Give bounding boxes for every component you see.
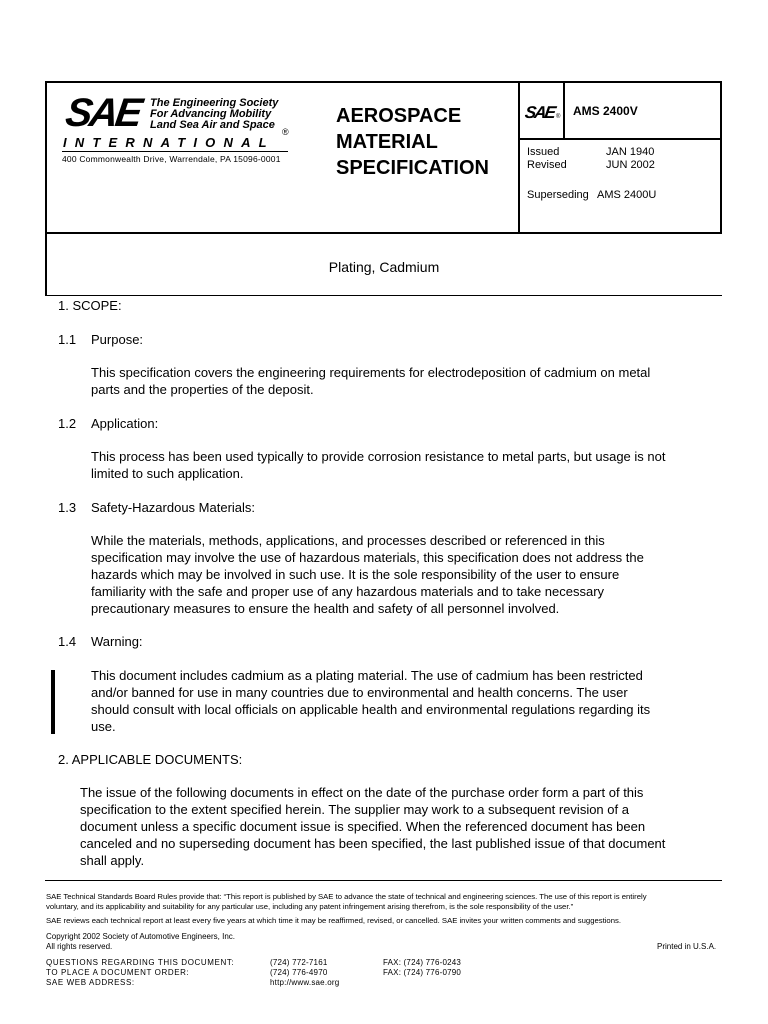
issued-label: Issued [527, 146, 560, 158]
header-border-top [45, 81, 722, 83]
section-1-4-title: Warning: [91, 634, 143, 649]
sae-logo: SAE [62, 91, 143, 135]
footer-order-fax: FAX: (724) 776-0790 [383, 968, 462, 977]
footer-copyright: Copyright 2002 Society of Automotive Engineers, Inc. [46, 932, 235, 941]
small-logo-registered-mark: ® [556, 114, 561, 120]
footer-rule [45, 880, 722, 881]
footer-rules-line-2: voluntary, and its applicability and suitability for any particular use, including any patent infringement arising therefrom, is the sole responsibility of the user.” [46, 902, 574, 911]
tagline-line-1: The Engineering Society [150, 97, 279, 109]
document-subtitle: Plating, Cadmium [328, 259, 440, 275]
revised-value: JUN 2002 [606, 159, 655, 171]
footer-printed: Printed in U.S.A. [657, 942, 717, 951]
footer-order-label: TO PLACE A DOCUMENT ORDER: [46, 968, 190, 977]
section-1-3-line-3: hazards which may be involved in such use. It is the sole responsibility of the user to ensure [91, 567, 620, 582]
footer-web-label: SAE WEB ADDRESS: [46, 978, 135, 987]
section-1-1-title: Purpose: [91, 332, 144, 347]
document-number: AMS 2400V [573, 104, 638, 118]
footer-rights: All rights reserved. [46, 942, 113, 951]
wordmark-underline [62, 151, 288, 152]
section-1-4-line-3: should consult with local officials on applicable health and environmental regulations regarding its [91, 702, 651, 717]
superseding-value: AMS 2400U [597, 189, 657, 201]
section-1-2-title: Application: [91, 416, 159, 431]
section-2-line-3: document unless a specific document issue is specified. When the referenced document has been [80, 819, 646, 834]
spec-title-line-3: SPECIFICATION [336, 157, 489, 179]
header-divider-vertical [518, 81, 520, 234]
header-divider-bottom [45, 232, 722, 234]
footer-questions-label: QUESTIONS REGARDING THIS DOCUMENT: [46, 958, 235, 967]
spec-title-line-1: AEROSPACE [336, 105, 462, 127]
section-1-3-line-5: precautionary measures to ensure the health and safety of all personnel involved. [91, 601, 560, 616]
section-2-line-4: canceled and no superseding document has been specified, the last published issue of that document [80, 836, 666, 851]
revision-change-bar [51, 670, 55, 734]
section-1-3-line-1: While the materials, methods, applications, and processes described or referenced in this [91, 533, 605, 548]
section-1-3-number: 1.3 [58, 500, 77, 515]
section-1-2-line-1: This process has been used typically to provide corrosion resistance to metal parts, but usage is not [91, 449, 666, 464]
footer-questions-phone: (724) 772-7161 [270, 958, 328, 967]
section-1-2-line-2: limited to such application. [91, 466, 244, 481]
section-1-4-line-2: and/or banned for use in many countries due to environmental and health concerns. The user [91, 685, 628, 700]
superseding-label: Superseding [527, 189, 589, 201]
section-2-line-1: The issue of the following documents in effect on the date of the purchase order form a part of this [80, 785, 644, 800]
section-1-4-line-4: use. [91, 719, 116, 734]
footer-questions-fax: FAX: (724) 776-0243 [383, 958, 462, 967]
section-1-3-line-4: familiarity with the safe and proper use of any hazardous materials and to take necessary [91, 584, 605, 599]
footer-reviews: SAE reviews each technical report at least every five years at which time it may be reaffirmed, revised, or cancelled. SAE invites your written comments and suggestions. [46, 916, 621, 925]
section-1-1-line-2: parts and the properties of the deposit. [91, 382, 314, 397]
sae-address: 400 Commonwealth Drive, Warrendale, PA 15096-0001 [62, 154, 281, 164]
spec-title-line-2: MATERIAL [336, 131, 438, 153]
section-1-4-number: 1.4 [58, 634, 77, 649]
section-1-3-line-2: specification may involve the use of hazardous materials, this specification does not address the [91, 550, 644, 565]
international-wordmark: INTERNATIONAL [63, 135, 275, 150]
footer-rules-line-1: SAE Technical Standards Board Rules provide that: “This report is published by SAE to advance the state of technical and engineering sciences. The use of this report is entirely [46, 892, 647, 901]
footer-web-url[interactable]: http://www.sae.org [270, 978, 340, 987]
section-1-3-title: Safety-Hazardous Materials: [91, 500, 256, 515]
issued-value: JAN 1940 [606, 146, 655, 158]
section-2-line-2: specification to the extent specified herein. The supplier may work to a subsequent revision of a [80, 802, 629, 817]
tagline-line-3: Land Sea Air and Space [150, 119, 275, 131]
subtitle-rule [45, 295, 722, 296]
section-1-1-number: 1.1 [58, 332, 77, 347]
registered-mark: ® [282, 127, 289, 137]
header-divider-docnum [518, 138, 722, 140]
header-border-right [720, 81, 722, 234]
footer-order-phone: (724) 776-4970 [270, 968, 328, 977]
tagline-line-2: For Advancing Mobility [150, 108, 272, 120]
header-divider-small-logo [563, 81, 565, 139]
small-sae-logo: SAE [523, 103, 556, 122]
section-1-heading: 1. SCOPE: [58, 298, 122, 313]
revised-label: Revised [527, 159, 567, 171]
section-2-heading: 2. APPLICABLE DOCUMENTS: [58, 752, 243, 767]
section-1-4-line-1: This document includes cadmium as a plating material. The use of cadmium has been restricted [91, 668, 643, 683]
section-1-2-number: 1.2 [58, 416, 77, 431]
section-2-line-5: shall apply. [80, 853, 145, 868]
section-1-1-line-1: This specification covers the engineering requirements for electrodeposition of cadmium on metal [91, 365, 651, 380]
